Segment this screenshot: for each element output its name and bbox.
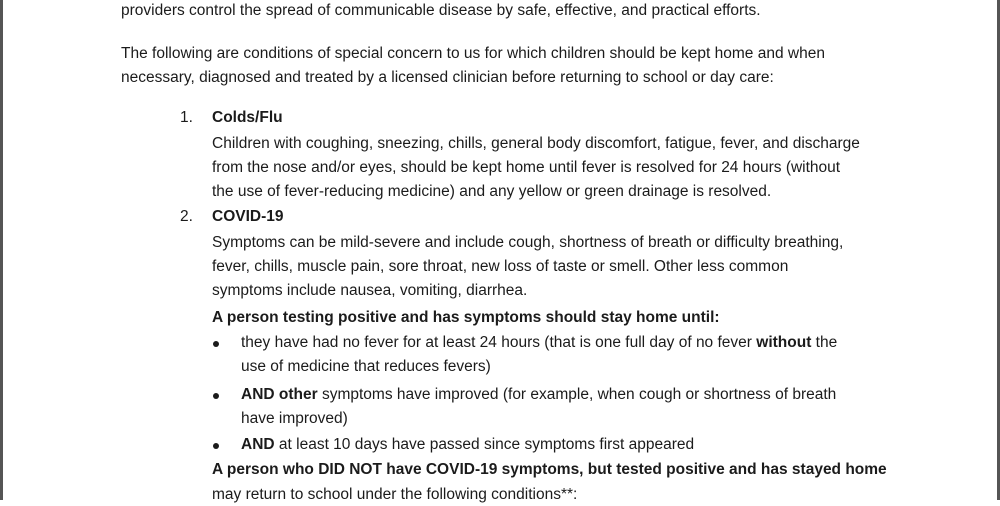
item-2-line-2: fever, chills, muscle pain, sore throat, new loss of taste or smell. Other less common — [212, 258, 789, 275]
bullet-2-text — [241, 384, 836, 406]
bullet-1-cont: use of medicine that reduces fevers) — [241, 358, 491, 375]
item-2-line-1: Symptoms can be mild-severe and include cough, shortness of breath or difficulty breathing, — [212, 234, 844, 251]
intro-line-3: necessary, diagnosed and treated by a licensed clinician before returning to school or day care: — [121, 69, 774, 86]
bullet-1-dot — [213, 341, 219, 347]
bullet-2-post: symptoms have improved (for example, when cough or shortness of breath — [317, 386, 837, 403]
no-symptoms-cont: may return to school under the following conditions**: — [212, 486, 578, 503]
bullet-1-text — [241, 332, 837, 354]
intro-line-2: The following are conditions of special concern to us for which children should be kept home and when — [121, 45, 825, 62]
positive-heading: A person testing positive and has symptoms should stay home until: — [212, 309, 720, 326]
bullet-2-dot — [213, 393, 219, 399]
bullet-3-dot — [213, 443, 219, 449]
item-1-line-3: the use of fever-reducing medicine) and any yellow or green drainage is resolved. — [212, 183, 772, 200]
bullet-1-bold: without — [756, 334, 812, 351]
no-symptoms-heading: A person who DID NOT have COVID-19 symptoms, but tested positive and has stayed home — [212, 461, 887, 478]
item-2-line-3: symptoms include nausea, vomiting, diarrhea. — [212, 282, 528, 299]
bullet-3-text — [241, 434, 694, 456]
item-1-line-1: Children with coughing, sneezing, chills, general body discomfort, fatigue, fever, and discharge — [212, 135, 860, 152]
bullet-1-pre: they have had no fever for at least 24 hours (that is one full day of no fever — [241, 334, 757, 351]
bullet-3-post: at least 10 days have passed since symptoms first appeared — [274, 436, 695, 453]
item-1-title: Colds/Flu — [212, 109, 283, 126]
item-2-number: 2. — [180, 208, 193, 225]
item-1-number: 1. — [180, 109, 193, 126]
item-2-title: COVID-19 — [212, 208, 284, 225]
intro-line-1: providers control the spread of communicable disease by safe, effective, and practical efforts. — [121, 2, 761, 19]
item-1-line-2: from the nose and/or eyes, should be kept home until fever is resolved for 24 hours (without — [212, 159, 841, 176]
bullet-2-cont: have improved) — [241, 410, 348, 427]
bullet-3-bold: AND — [241, 436, 275, 453]
bullet-2-bold: AND other — [241, 386, 318, 403]
page-border-left — [0, 0, 3, 500]
bullet-1-post: the — [811, 334, 838, 351]
